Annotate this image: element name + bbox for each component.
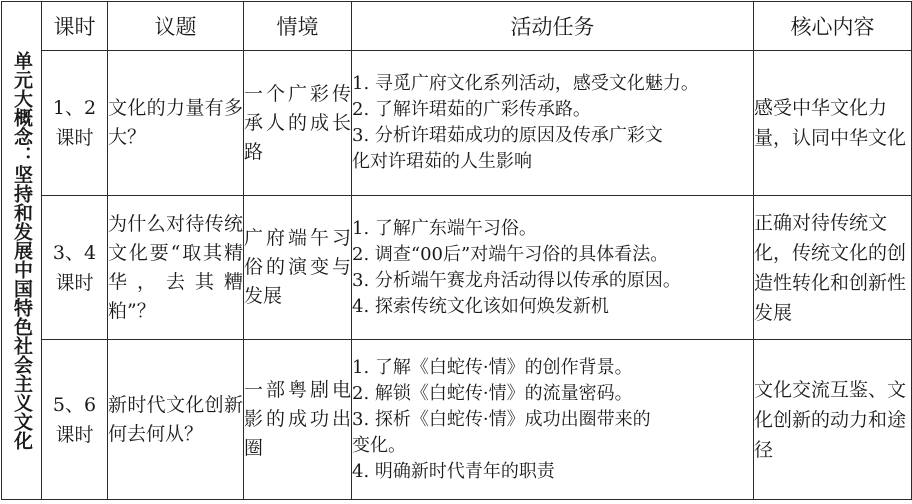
task-line: 3. 分析端午赛龙舟活动得以传承的原因。 <box>352 269 681 291</box>
table-row-3 <box>2 340 912 500</box>
task-line: 4. 探索传统文化该如何焕发新机 <box>352 295 609 317</box>
topic-cell: 文化的力量有多大？ <box>108 51 244 196</box>
task-line: 变化。 <box>352 434 406 456</box>
period-unit: 课时 <box>55 271 94 294</box>
core-content-cell: 文化交流互鉴、文化创新的动力和途径 <box>754 340 912 500</box>
period-range: 3、4 <box>52 241 97 264</box>
task-line: 1. 了解广东端午习俗。 <box>352 217 537 239</box>
big-concept-cell <box>2 2 42 500</box>
core-content-cell: 正确对待传统文化，传统文化的创造性转化和创新性发展 <box>754 196 912 340</box>
task-line: 1. 寻觅广府文化系列活动，感受文化魅力。 <box>352 73 699 94</box>
task-line: 4. 明确新时代青年的职责 <box>352 460 555 482</box>
header-row <box>2 2 912 51</box>
tasks-cell <box>352 340 754 500</box>
table-row-2 <box>2 196 912 340</box>
topic-cell: 新时代文化创新何去何从？ <box>108 340 244 500</box>
situation-cell: 一部粤剧电影的成功出圈 <box>244 340 352 500</box>
tasks-cell <box>352 51 754 196</box>
header-topic: 议题 <box>108 2 244 51</box>
task-line: 2. 了解许珺茹的广彩传承路。 <box>352 99 591 120</box>
header-period: 课时 <box>42 2 108 51</box>
header-core: 核心内容 <box>754 2 912 51</box>
situation-cell: 一个广彩传承人的成长路 <box>244 51 352 196</box>
header-situation: 情境 <box>244 2 352 51</box>
task-line: 3. 分析许珺茹成功的原因及传承广彩文 <box>352 125 663 146</box>
task-line: 3. 探析《白蛇传·情》成功出圈带来的 <box>352 408 651 430</box>
period-range: 5、6 <box>52 393 97 416</box>
period-cell <box>42 51 108 196</box>
period-unit: 课时 <box>55 423 94 446</box>
header-tasks: 活动任务 <box>352 2 754 51</box>
table-row-1 <box>2 51 912 196</box>
tasks-cell <box>352 196 754 340</box>
core-content-cell: 感受中华文化力量，认同中华文化 <box>754 51 912 196</box>
situation-cell: 广府端午习俗的演变与发展 <box>244 196 352 340</box>
task-line: 化对许珺茹的人生影响 <box>352 151 532 172</box>
period-range: 1、2 <box>52 97 97 119</box>
task-line: 1. 了解《白蛇传·情》的创作背景。 <box>352 356 633 378</box>
period-unit: 课时 <box>55 127 94 149</box>
task-line: 2. 调查“00后”对端午习俗的具体看法。 <box>352 243 669 265</box>
topic-cell: 为什么对待传统文化要“取其精华，去其糟粕”？ <box>108 196 244 340</box>
period-cell <box>42 340 108 500</box>
big-concept-text: 单元大概念：坚持和发展中国特色社会主义文化 <box>11 51 33 450</box>
period-cell <box>42 196 108 340</box>
task-line: 2. 解锁《白蛇传·情》的流量密码。 <box>352 382 633 404</box>
unit-plan-table <box>1 1 912 500</box>
